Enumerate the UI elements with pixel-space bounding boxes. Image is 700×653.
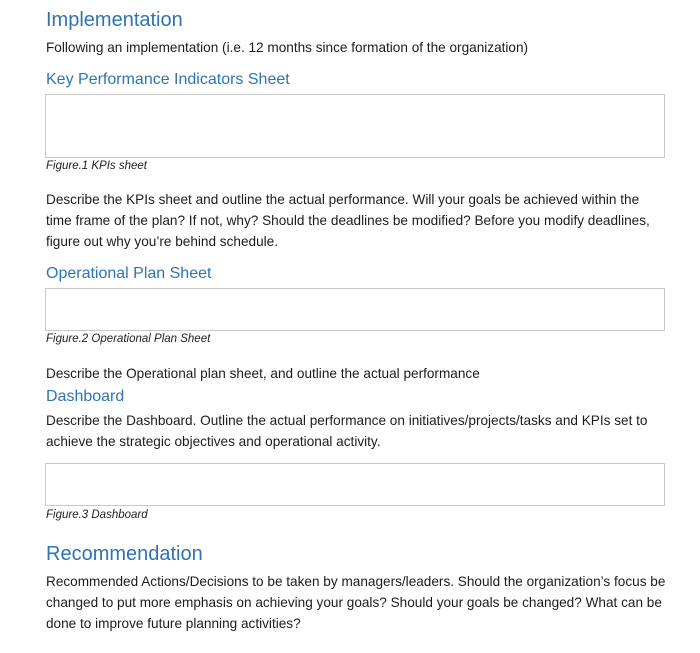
dashboard-figure-placeholder — [45, 463, 665, 506]
implementation-heading: Implementation — [46, 9, 183, 31]
dashboard-description: Describe the Dashboard. Outline the actual performance on initiatives/projects/tasks and KPIs set to achieve the strategic objectives and operational activity. — [46, 413, 648, 449]
recommendation-heading: Recommendation — [46, 543, 203, 565]
dashboard-figure-caption: Figure.3 Dashboard — [46, 509, 148, 521]
kpi-heading: Key Performance Indicators Sheet — [46, 71, 290, 88]
kpi-figure-placeholder — [45, 94, 665, 158]
operational-description: Describe the Operational plan sheet, and outline the actual performance — [46, 366, 480, 381]
operational-figure-placeholder — [45, 288, 665, 331]
operational-heading: Operational Plan Sheet — [46, 265, 212, 282]
dashboard-heading: Dashboard — [46, 388, 125, 405]
operational-figure-caption: Figure.2 Operational Plan Sheet — [46, 333, 211, 345]
kpi-description: Describe the KPIs sheet and outline the actual performance. Will your goals be achieved within the time frame of the plan? If not, why? Should the deadlines be modified? Before you modify deadlines, figure out why you’re behind schedule. — [46, 192, 650, 249]
kpi-figure-caption: Figure.1 KPIs sheet — [46, 160, 147, 172]
recommendation-description: Recommended Actions/Decisions to be taken by managers/leaders. Should the organization’s focus be changed to put more emphasis on achieving your goals? Should your goals be changed? What can be done to improve future planning activities? — [46, 574, 666, 631]
implementation-intro: Following an implementation (i.e. 12 months since formation of the organization) — [46, 40, 529, 55]
